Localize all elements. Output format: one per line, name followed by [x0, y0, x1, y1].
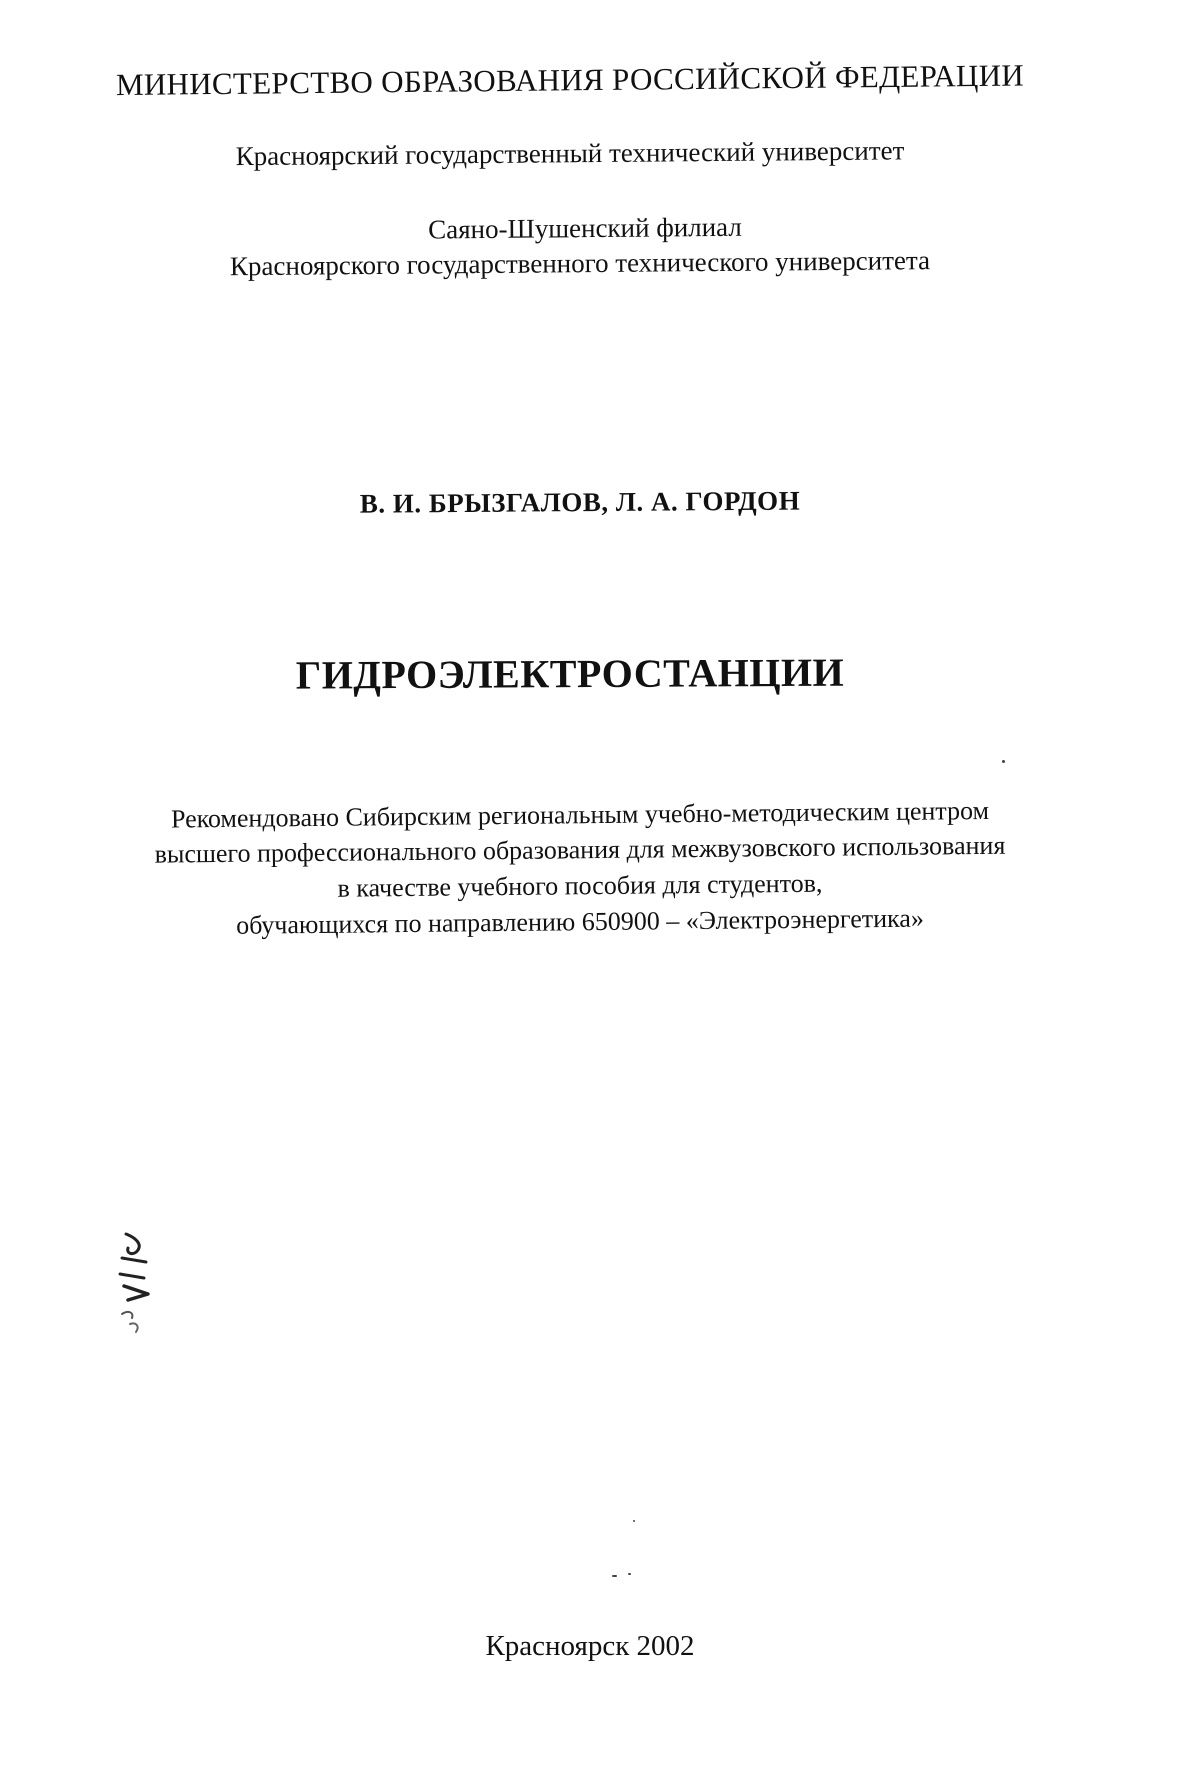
recommendation-line-1: Рекомендовано Сибирским региональным учебно-методическим центром	[170, 795, 990, 834]
handwritten-mark	[108, 1228, 168, 1348]
ministry-heading: МИНИСТЕРСТВО ОБРАЗОВАНИЯ РОССИЙСКОЙ ФЕДЕРАЦИИ	[115, 57, 1025, 103]
imprint-city-year: Красноярск 2002	[485, 1630, 695, 1662]
scan-speck	[1002, 760, 1005, 763]
authors: В. И. БРЫЗГАЛОВ, Л. А. ГОРДОН	[359, 485, 801, 519]
university-name: Красноярский государственный технический университет	[235, 135, 905, 172]
scan-speck	[633, 1520, 635, 1522]
scan-speck	[612, 1575, 617, 1577]
recommendation-line-2: высшего профессионального образования для межвузовского использования	[154, 830, 1006, 869]
branch-name-line-1: Саяно-Шушенский филиал	[428, 211, 742, 245]
branch-name-line-2: Красноярского государственного технического университета	[229, 245, 931, 282]
recommendation-line-4: обучающихся по направлению 650900 – «Электроэнергетика»	[235, 903, 925, 940]
book-title: ГИДРОЭЛЕКТРОСТАНЦИИ	[295, 649, 845, 698]
scan-speck	[628, 1573, 631, 1575]
recommendation-line-3: в качестве учебного пособия для студентов,	[337, 868, 823, 903]
